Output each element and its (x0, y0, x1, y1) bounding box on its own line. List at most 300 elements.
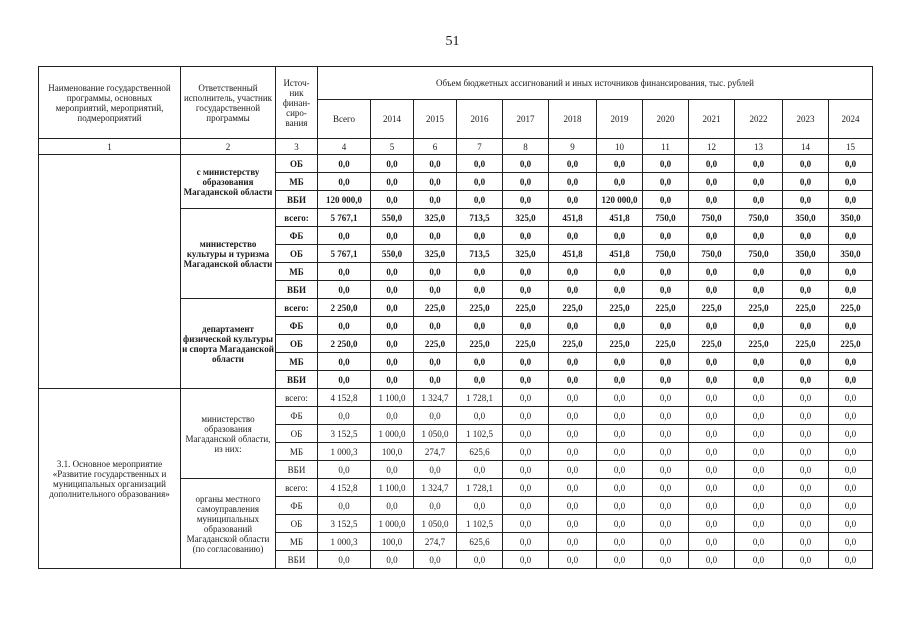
year-value: 0,0 (735, 389, 783, 407)
year-value: 0,0 (414, 263, 457, 281)
year-value: 0,0 (735, 317, 783, 335)
funding-source: ФБ (276, 227, 318, 245)
year-value: 1 324,7 (414, 389, 457, 407)
year-value: 0,0 (503, 443, 549, 461)
year-value: 0,0 (829, 191, 873, 209)
year-value: 0,0 (783, 551, 829, 569)
total-value: 0,0 (318, 461, 371, 479)
year-value: 325,0 (503, 245, 549, 263)
total-value: 0,0 (318, 263, 371, 281)
year-value: 625,6 (457, 533, 503, 551)
page-number: 51 (445, 34, 460, 49)
year-value: 0,0 (414, 227, 457, 245)
year-value: 0,0 (735, 155, 783, 173)
year-value: 750,0 (643, 245, 689, 263)
year-value: 0,0 (643, 155, 689, 173)
header-year: 2017 (503, 100, 549, 139)
year-value: 0,0 (643, 497, 689, 515)
year-value: 0,0 (597, 317, 643, 335)
header-year: 2016 (457, 100, 503, 139)
year-value: 350,0 (783, 209, 829, 227)
year-value: 225,0 (783, 335, 829, 353)
year-value: 451,8 (597, 209, 643, 227)
year-value: 0,0 (597, 155, 643, 173)
year-value: 0,0 (735, 353, 783, 371)
total-value: 0,0 (318, 281, 371, 299)
year-value: 0,0 (829, 389, 873, 407)
program-name: 3.1. Основное мероприятие «Развитие государственных и муниципальных организаций дополнительного образования» (39, 389, 181, 569)
year-value: 1 102,5 (457, 515, 503, 533)
year-value: 0,0 (689, 353, 735, 371)
year-value: 0,0 (643, 191, 689, 209)
year-value: 0,0 (597, 281, 643, 299)
year-value: 0,0 (414, 407, 457, 425)
year-value: 0,0 (643, 317, 689, 335)
year-value: 0,0 (371, 299, 414, 317)
header-executor: Ответственный исполнитель, участник государственной программы (181, 67, 276, 139)
year-value: 0,0 (549, 515, 597, 533)
year-value: 0,0 (829, 515, 873, 533)
year-value: 750,0 (735, 245, 783, 263)
year-value: 0,0 (457, 227, 503, 245)
total-value: 0,0 (318, 407, 371, 425)
year-value: 0,0 (643, 551, 689, 569)
year-value: 0,0 (783, 191, 829, 209)
year-value: 350,0 (783, 245, 829, 263)
year-value: 0,0 (735, 425, 783, 443)
year-value: 0,0 (829, 317, 873, 335)
year-value: 0,0 (371, 191, 414, 209)
year-value: 1 728,1 (457, 479, 503, 497)
year-value: 225,0 (457, 299, 503, 317)
year-value: 0,0 (457, 155, 503, 173)
year-value: 225,0 (503, 335, 549, 353)
year-value: 451,8 (549, 245, 597, 263)
year-value: 0,0 (549, 461, 597, 479)
year-value: 0,0 (829, 407, 873, 425)
year-value: 225,0 (689, 335, 735, 353)
year-value: 350,0 (829, 245, 873, 263)
year-value: 0,0 (549, 425, 597, 443)
year-value: 0,0 (735, 191, 783, 209)
year-value: 225,0 (735, 335, 783, 353)
year-value: 0,0 (689, 317, 735, 335)
executor-name: министерство культуры и туризма Магаданской области (181, 209, 276, 299)
total-value: 4 152,8 (318, 479, 371, 497)
year-value: 0,0 (414, 281, 457, 299)
year-value: 1 050,0 (414, 425, 457, 443)
year-value: 0,0 (783, 155, 829, 173)
year-value: 0,0 (503, 461, 549, 479)
year-value: 225,0 (549, 299, 597, 317)
year-value: 274,7 (414, 443, 457, 461)
column-number: 1 (39, 139, 181, 155)
budget-table (38, 66, 873, 569)
year-value: 0,0 (503, 227, 549, 245)
year-value: 0,0 (549, 227, 597, 245)
column-number: 11 (643, 139, 689, 155)
year-value: 0,0 (735, 461, 783, 479)
year-value: 0,0 (783, 461, 829, 479)
year-value: 0,0 (783, 497, 829, 515)
year-value: 0,0 (783, 281, 829, 299)
year-value: 0,0 (829, 173, 873, 191)
year-value: 0,0 (371, 551, 414, 569)
year-value: 750,0 (643, 209, 689, 227)
year-value: 0,0 (503, 173, 549, 191)
funding-source: всего: (276, 299, 318, 317)
funding-source: ОБ (276, 425, 318, 443)
column-number: 5 (371, 139, 414, 155)
column-number: 4 (318, 139, 371, 155)
year-value: 0,0 (643, 371, 689, 389)
year-value: 0,0 (457, 551, 503, 569)
year-value: 0,0 (783, 425, 829, 443)
year-value: 0,0 (597, 227, 643, 245)
year-value: 0,0 (503, 317, 549, 335)
header-program: Наименование государственной программы, основных мероприятий, мероприятий, подмероприятий (39, 67, 181, 139)
year-value: 0,0 (829, 425, 873, 443)
table-row (39, 389, 873, 407)
total-value: 0,0 (318, 497, 371, 515)
column-number: 2 (181, 139, 276, 155)
year-value: 0,0 (735, 281, 783, 299)
funding-source: всего: (276, 479, 318, 497)
year-value: 0,0 (735, 497, 783, 515)
year-value: 0,0 (643, 263, 689, 281)
year-value: 0,0 (503, 425, 549, 443)
year-value: 0,0 (457, 461, 503, 479)
total-value: 3 152,5 (318, 515, 371, 533)
year-value: 0,0 (549, 443, 597, 461)
year-value: 0,0 (597, 479, 643, 497)
year-value: 0,0 (414, 173, 457, 191)
year-value: 0,0 (371, 227, 414, 245)
year-value: 0,0 (597, 173, 643, 191)
year-value: 0,0 (503, 263, 549, 281)
year-value: 0,0 (549, 191, 597, 209)
year-value: 0,0 (643, 353, 689, 371)
year-value: 1 100,0 (371, 479, 414, 497)
executor-name: департамент физической культуры и спорта Магаданской области (181, 299, 276, 389)
total-value: 3 152,5 (318, 425, 371, 443)
header-total: Всего (318, 100, 371, 139)
year-value: 0,0 (549, 155, 597, 173)
year-value: 100,0 (371, 443, 414, 461)
year-value: 100,0 (371, 533, 414, 551)
funding-source: всего: (276, 389, 318, 407)
header-year: 2024 (829, 100, 873, 139)
year-value: 0,0 (783, 173, 829, 191)
year-value: 325,0 (414, 209, 457, 227)
year-value: 0,0 (735, 407, 783, 425)
year-value: 0,0 (371, 281, 414, 299)
year-value: 0,0 (735, 533, 783, 551)
year-value: 0,0 (783, 227, 829, 245)
year-value: 350,0 (829, 209, 873, 227)
year-value: 0,0 (783, 443, 829, 461)
column-number: 7 (457, 139, 503, 155)
year-value: 0,0 (597, 407, 643, 425)
total-value: 0,0 (318, 371, 371, 389)
year-value: 325,0 (503, 209, 549, 227)
year-value: 0,0 (689, 497, 735, 515)
funding-source: ОБ (276, 155, 318, 173)
year-value: 0,0 (414, 353, 457, 371)
year-value: 0,0 (503, 371, 549, 389)
year-value: 225,0 (457, 335, 503, 353)
year-value: 0,0 (597, 353, 643, 371)
year-value: 0,0 (597, 551, 643, 569)
year-value: 0,0 (735, 515, 783, 533)
year-value: 0,0 (643, 281, 689, 299)
year-value: 0,0 (549, 281, 597, 299)
funding-source: МБ (276, 263, 318, 281)
year-value: 0,0 (503, 191, 549, 209)
year-value: 0,0 (549, 479, 597, 497)
year-value: 0,0 (503, 479, 549, 497)
year-value: 750,0 (689, 209, 735, 227)
header-year: 2021 (689, 100, 735, 139)
year-value: 0,0 (549, 353, 597, 371)
header-year: 2022 (735, 100, 783, 139)
total-value: 0,0 (318, 353, 371, 371)
year-value: 1 102,5 (457, 425, 503, 443)
column-number: 15 (829, 139, 873, 155)
total-value: 120 000,0 (318, 191, 371, 209)
year-value: 0,0 (829, 497, 873, 515)
year-value: 451,8 (549, 209, 597, 227)
year-value: 0,0 (735, 173, 783, 191)
year-value: 0,0 (503, 281, 549, 299)
year-value: 1 100,0 (371, 389, 414, 407)
year-value: 0,0 (643, 407, 689, 425)
year-value: 0,0 (371, 371, 414, 389)
year-value: 0,0 (597, 515, 643, 533)
year-value: 225,0 (503, 299, 549, 317)
year-value: 451,8 (597, 245, 643, 263)
year-value: 550,0 (371, 209, 414, 227)
year-value: 550,0 (371, 245, 414, 263)
year-value: 0,0 (829, 461, 873, 479)
header-year: 2023 (783, 100, 829, 139)
column-number: 12 (689, 139, 735, 155)
header-funding: Объем бюджетных ассигнований и иных источников финансирования, тыс. рублей (318, 67, 873, 100)
year-value: 0,0 (549, 389, 597, 407)
year-value: 1 000,0 (371, 515, 414, 533)
funding-source: ФБ (276, 407, 318, 425)
year-value: 0,0 (735, 479, 783, 497)
column-number: 14 (783, 139, 829, 155)
year-value: 0,0 (503, 389, 549, 407)
year-value: 0,0 (829, 281, 873, 299)
column-number: 6 (414, 139, 457, 155)
year-value: 0,0 (371, 407, 414, 425)
year-value: 0,0 (643, 533, 689, 551)
header-year: 2018 (549, 100, 597, 139)
funding-source: ОБ (276, 515, 318, 533)
year-value: 225,0 (414, 335, 457, 353)
year-value: 0,0 (783, 353, 829, 371)
year-value: 0,0 (689, 407, 735, 425)
year-value: 0,0 (643, 173, 689, 191)
executor-name: министерство образования Магаданской области, из них: (181, 389, 276, 479)
year-value: 0,0 (783, 533, 829, 551)
funding-source: ВБИ (276, 191, 318, 209)
year-value: 0,0 (689, 515, 735, 533)
year-value: 0,0 (689, 479, 735, 497)
year-value: 0,0 (414, 155, 457, 173)
year-value: 225,0 (829, 335, 873, 353)
year-value: 0,0 (503, 533, 549, 551)
year-value: 1 000,0 (371, 425, 414, 443)
column-number: 3 (276, 139, 318, 155)
year-value: 0,0 (457, 407, 503, 425)
year-value: 0,0 (414, 497, 457, 515)
funding-source: МБ (276, 353, 318, 371)
year-value: 0,0 (783, 407, 829, 425)
year-value: 0,0 (371, 335, 414, 353)
year-value: 0,0 (457, 371, 503, 389)
year-value: 0,0 (371, 155, 414, 173)
year-value: 0,0 (829, 353, 873, 371)
funding-source: ВБИ (276, 461, 318, 479)
year-value: 225,0 (689, 299, 735, 317)
year-value: 0,0 (689, 155, 735, 173)
year-value: 0,0 (689, 173, 735, 191)
column-number: 13 (735, 139, 783, 155)
year-value: 0,0 (735, 551, 783, 569)
year-value: 225,0 (414, 299, 457, 317)
header-year: 2015 (414, 100, 457, 139)
year-value: 0,0 (783, 317, 829, 335)
year-value: 713,5 (457, 245, 503, 263)
year-value: 0,0 (829, 263, 873, 281)
total-value: 2 250,0 (318, 335, 371, 353)
year-value: 0,0 (549, 263, 597, 281)
year-value: 0,0 (371, 173, 414, 191)
year-value: 0,0 (643, 461, 689, 479)
year-value: 0,0 (597, 371, 643, 389)
funding-source: ОБ (276, 335, 318, 353)
funding-source: ФБ (276, 317, 318, 335)
year-value: 325,0 (414, 245, 457, 263)
year-value: 0,0 (549, 317, 597, 335)
funding-source: ВБИ (276, 371, 318, 389)
year-value: 0,0 (371, 497, 414, 515)
year-value: 225,0 (829, 299, 873, 317)
column-number: 8 (503, 139, 549, 155)
funding-source: МБ (276, 533, 318, 551)
year-value: 0,0 (503, 353, 549, 371)
year-value: 0,0 (829, 155, 873, 173)
year-value: 0,0 (783, 263, 829, 281)
total-value: 0,0 (318, 317, 371, 335)
total-value: 0,0 (318, 173, 371, 191)
year-value: 0,0 (689, 443, 735, 461)
year-value: 0,0 (549, 533, 597, 551)
year-value: 225,0 (643, 335, 689, 353)
funding-source: МБ (276, 443, 318, 461)
header-year: 2014 (371, 100, 414, 139)
funding-source: ОБ (276, 245, 318, 263)
year-value: 0,0 (414, 551, 457, 569)
total-value: 0,0 (318, 551, 371, 569)
executor-name: с министерству образования Магаданской области (181, 155, 276, 209)
year-value: 0,0 (597, 461, 643, 479)
year-value: 0,0 (829, 227, 873, 245)
year-value: 225,0 (735, 299, 783, 317)
total-value: 2 250,0 (318, 299, 371, 317)
year-value: 0,0 (643, 515, 689, 533)
year-value: 0,0 (597, 263, 643, 281)
year-value: 0,0 (597, 389, 643, 407)
year-value: 0,0 (414, 317, 457, 335)
year-value: 0,0 (643, 443, 689, 461)
year-value: 274,7 (414, 533, 457, 551)
year-value: 0,0 (414, 371, 457, 389)
year-value: 0,0 (829, 443, 873, 461)
year-value: 0,0 (371, 353, 414, 371)
year-value: 120 000,0 (597, 191, 643, 209)
year-value: 0,0 (643, 389, 689, 407)
year-value: 0,0 (783, 515, 829, 533)
year-value: 0,0 (549, 551, 597, 569)
year-value: 0,0 (829, 479, 873, 497)
year-value: 0,0 (457, 191, 503, 209)
year-value: 0,0 (643, 479, 689, 497)
program-cell-empty (39, 155, 181, 389)
year-value: 0,0 (457, 353, 503, 371)
column-number: 9 (549, 139, 597, 155)
total-value: 4 152,8 (318, 389, 371, 407)
year-value: 0,0 (829, 533, 873, 551)
column-number: 10 (597, 139, 643, 155)
executor-name: органы местного самоуправления муниципальных образований Магаданской области (по согласованию) (181, 479, 276, 569)
funding-source: всего: (276, 209, 318, 227)
year-value: 0,0 (503, 155, 549, 173)
year-value: 0,0 (735, 371, 783, 389)
year-value: 225,0 (549, 335, 597, 353)
year-value: 0,0 (597, 497, 643, 515)
year-value: 0,0 (503, 407, 549, 425)
year-value: 0,0 (689, 425, 735, 443)
total-value: 1 000,3 (318, 443, 371, 461)
year-value: 0,0 (735, 263, 783, 281)
year-value: 0,0 (689, 389, 735, 407)
table-row (39, 155, 873, 173)
year-value: 0,0 (457, 317, 503, 335)
year-value: 750,0 (735, 209, 783, 227)
year-value: 0,0 (689, 461, 735, 479)
year-value: 0,0 (457, 281, 503, 299)
year-value: 0,0 (783, 389, 829, 407)
year-value: 0,0 (689, 263, 735, 281)
total-value: 1 000,3 (318, 533, 371, 551)
year-value: 0,0 (597, 533, 643, 551)
year-value: 0,0 (457, 263, 503, 281)
funding-source: МБ (276, 173, 318, 191)
funding-source: ВБИ (276, 281, 318, 299)
year-value: 713,5 (457, 209, 503, 227)
year-value: 0,0 (689, 533, 735, 551)
year-value: 0,0 (503, 497, 549, 515)
year-value: 0,0 (689, 227, 735, 245)
year-value: 1 728,1 (457, 389, 503, 407)
year-value: 0,0 (735, 227, 783, 245)
year-value: 225,0 (643, 299, 689, 317)
year-value: 0,0 (371, 461, 414, 479)
